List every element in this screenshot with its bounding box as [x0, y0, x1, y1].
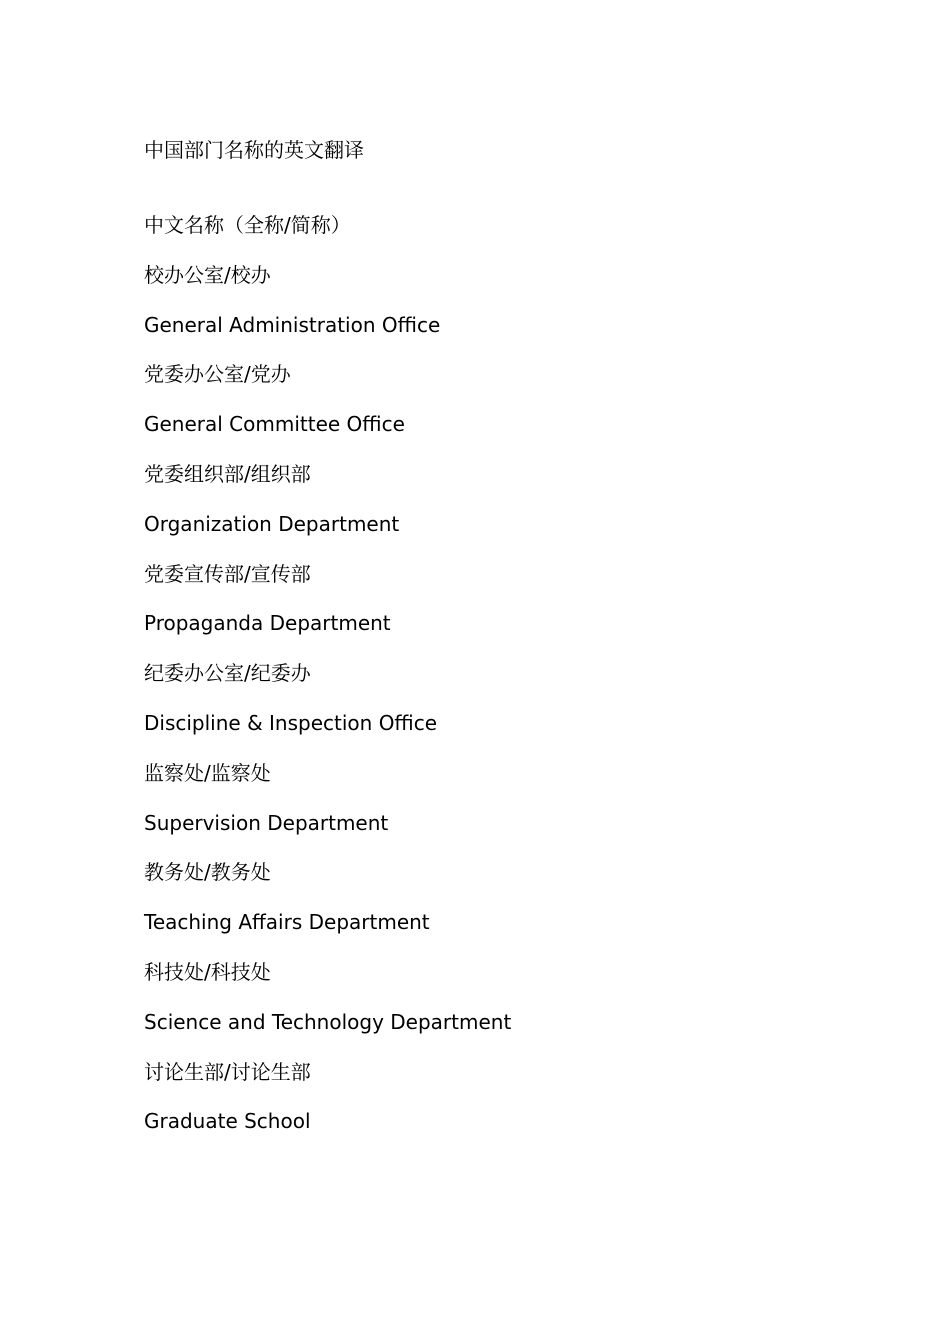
chinese-name: 纪委办公室/纪委办	[144, 661, 311, 686]
chinese-name: 校办公室/校办	[144, 262, 271, 287]
english-name: Teaching Affairs Department	[144, 910, 430, 935]
english-name: General Administration Office	[144, 312, 441, 337]
chinese-name: 讨论生部/讨论生部	[144, 1059, 311, 1084]
chinese-name: 教务处/教务处	[144, 860, 271, 885]
english-name: Propaganda Department	[144, 611, 391, 636]
chinese-name: 党委办公室/党办	[144, 362, 291, 387]
chinese-name: 党委组织部/组织部	[144, 461, 311, 486]
department-name-list	[144, 211, 511, 1157]
english-name: General Committee Office	[144, 412, 405, 437]
document-title: 中国部门名称的英文翻译	[144, 138, 364, 162]
chinese-name: 党委宣传部/宣传部	[144, 561, 311, 586]
english-name: Graduate School	[144, 1109, 311, 1134]
english-name: Discipline & Inspection Office	[144, 710, 438, 735]
english-name: Organization Department	[144, 511, 400, 536]
chinese-name: 监察处/监察处	[144, 760, 271, 785]
chinese-name: 科技处/科技处	[144, 959, 271, 984]
english-name: Science and Technology Department	[144, 1009, 512, 1034]
english-name: Supervision Department	[144, 810, 389, 835]
list-header: 中文名称（全称/简称）	[144, 213, 351, 237]
